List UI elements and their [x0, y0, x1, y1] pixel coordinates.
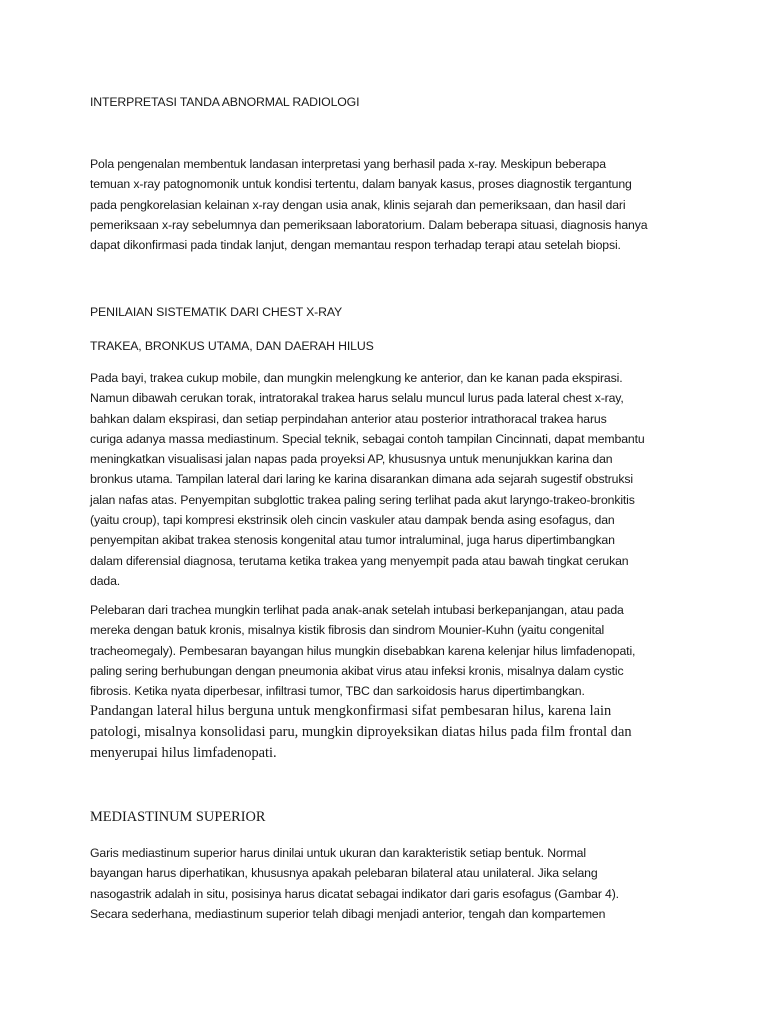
paragraph-line: meningkatkan visualisasi jalan napas pada proyeksi AP, khususnya untuk menunjukkan karina dan	[90, 452, 613, 467]
lateral-hilus-paragraph	[90, 701, 685, 764]
paragraph-line: tracheomegaly). Pembesaran bayangan hilus mungkin disebabkan karena kelenjar hilus limfadenopati,	[90, 643, 636, 658]
paragraph-line: paling sering berhubungan dengan pneumonia akibat virus atau infeksi kronis, misalnya dalam cystic	[90, 663, 624, 678]
paragraph-line: patologi, misalnya konsolidasi paru, mungkin diproyeksikan diatas hilus pada film frontal dan	[90, 724, 632, 740]
paragraph-line: pada pengkorelasian kelainan x-ray dengan usia anak, klinis sejarah dan pemeriksaan, dan hasil dari	[90, 197, 626, 212]
paragraph-line: bronkus utama. Tampilan lateral dari laring ke karina disarankan dimana ada sejarah sugestif obstruksi	[90, 472, 633, 487]
heading-text: TRAKEA, BRONKUS UTAMA, DAN DAERAH HILUS	[90, 339, 374, 353]
paragraph-line: jalan nafas atas. Penyempitan subglottic trakea paling sering terlihat pada akut laryngo-trakeo-bronkitis	[90, 492, 635, 507]
paragraph-line: Namun dibawah cerukan torak, intratorakal trakea harus selalu muncul lurus pada lateral chest x-ray,	[90, 391, 624, 406]
paragraph-line: nasogastrik adalah in situ, posisinya harus dicatat sebagai indikator dari garis esofagus (Gambar 4).	[90, 886, 619, 901]
trakea-paragraph	[90, 368, 685, 591]
paragraph-line: dada.	[90, 573, 121, 588]
paragraph-line: bayangan harus diperhatikan, khususnya apakah pelebaran bilateral atau unilateral. Jika selang	[90, 866, 598, 881]
paragraph-line: Pola pengenalan membentuk landasan interpretasi yang berhasil pada x-ray. Meskipun beberapa	[90, 157, 606, 171]
paragraph-line: fibrosis. Ketika nyata diperbesar, infiltrasi tumor, TBC dan sarkoidosis harus dipertimbangkan.	[90, 684, 585, 699]
paragraph-line: pemeriksaan x-ray sebelumnya dan pemeriksaan laboratorium. Dalam beberapa situasi, diagnosis hanya	[90, 217, 648, 232]
paragraph-line: Pelebaran dari trachea mungkin terlihat pada anak-anak setelah intubasi berkepanjangan, atau pada	[90, 603, 624, 617]
paragraph-line: mereka dengan batuk kronis, misalnya kistik fibrosis dan sindrom Mounier-Kuhn (yaitu congenital	[90, 623, 605, 638]
section-heading-mediastinum	[90, 807, 685, 828]
paragraph-line: Garis mediastinum superior harus dinilai untuk ukuran dan karakteristik setiap bentuk. Normal	[90, 846, 586, 860]
heading-text: PENILAIAN SISTEMATIK DARI CHEST X-RAY	[90, 305, 343, 319]
paragraph-line: temuan x-ray patognomonik untuk kondisi tertentu, dalam banyak kasus, proses diagnostik tergantung	[90, 177, 632, 192]
intro-paragraph	[90, 154, 685, 255]
paragraph-line: dapat dikonfirmasi pada tindak lanjut, dengan memantau respon terhadap terapi atau setelah biopsi.	[90, 238, 621, 253]
paragraph-line: Secara sederhana, mediastinum superior telah dibagi menjadi anterior, tengah dan kompartemen	[90, 906, 606, 921]
paragraph-line: (yaitu croup), tapi kompresi ekstrinsik oleh cincin vaskuler atau dampak benda asing esofagus, dan	[90, 513, 615, 528]
document-title	[90, 92, 685, 112]
heading-text: MEDIASTINUM SUPERIOR	[90, 809, 266, 825]
section-heading-trakea	[90, 336, 685, 356]
section-heading-penilaian	[90, 302, 685, 322]
paragraph-line: penyempitan akibat trakea stenosis kongenital atau tumor intraluminal, juga harus dipertimbangkan	[90, 533, 615, 548]
mediastinum-paragraph	[90, 843, 685, 924]
paragraph-line: curiga adanya massa mediastinum. Special teknik, sebagai contoh tampilan Cincinnati, dapat membantu	[90, 431, 645, 446]
paragraph-line: Pandangan lateral hilus berguna untuk mengkonfirmasi sifat pembesaran hilus, karena lain	[90, 703, 612, 719]
paragraph-line: menyerupai hilus limfadenopati.	[90, 745, 277, 761]
paragraph-line: bahkan dalam ekspirasi, dan setiap perpindahan anterior atau posterior intrathoracal trakea harus	[90, 411, 607, 426]
paragraph-line: Pada bayi, trakea cukup mobile, dan mungkin melengkung ke anterior, dan ke kanan pada ekspirasi.	[90, 371, 623, 385]
pelebaran-paragraph	[90, 600, 685, 701]
paragraph-line: dalam diferensial diagnosa, terutama ketika trakea yang menyempit pada atau bawah tingkat cerukan	[90, 553, 629, 568]
title-text: INTERPRETASI TANDA ABNORMAL RADIOLOGI	[90, 95, 360, 109]
